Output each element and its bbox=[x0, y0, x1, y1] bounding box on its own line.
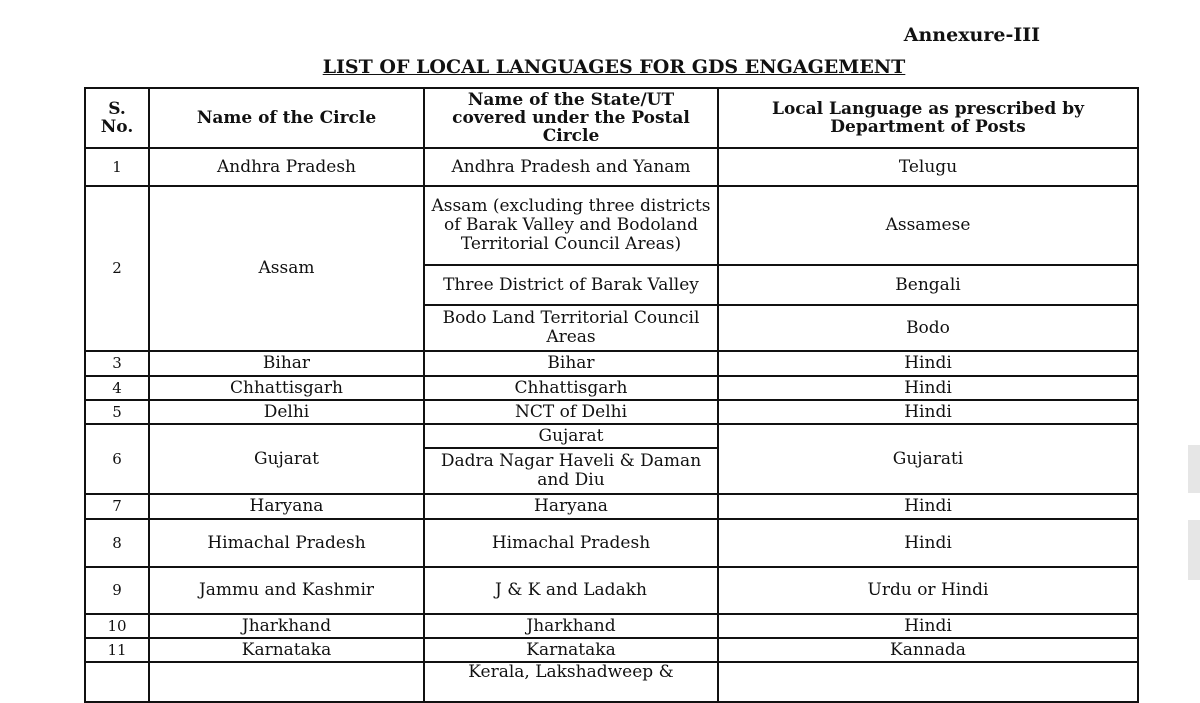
cell-sno: 10 bbox=[85, 614, 149, 638]
page-edge-mark bbox=[1188, 520, 1200, 580]
cell-circle: Jharkhand bbox=[149, 614, 424, 638]
cell-language: Hindi bbox=[718, 614, 1138, 638]
cell-sno: 4 bbox=[85, 376, 149, 400]
cell-language: Kannada bbox=[718, 638, 1138, 662]
cell-circle: Bihar bbox=[149, 351, 424, 376]
cell-state: Haryana bbox=[424, 494, 718, 519]
cell-sno: 5 bbox=[85, 400, 149, 424]
cell-state: Assam (excluding three districts of Barak Valley and Bodoland Territorial Council Areas) bbox=[424, 186, 718, 265]
cell-state: Chhattisgarh bbox=[424, 376, 718, 400]
cell-language: Bengali bbox=[718, 265, 1138, 305]
header-state: Name of the State/UT covered under the Postal Circle bbox=[424, 88, 718, 148]
table-row bbox=[85, 376, 1138, 400]
cell-sno: 8 bbox=[85, 519, 149, 567]
table-row bbox=[85, 494, 1138, 519]
cell-language: Telugu bbox=[718, 148, 1138, 186]
languages-table bbox=[84, 87, 1139, 703]
annexure-label: Annexure-III bbox=[903, 24, 1040, 46]
table-row bbox=[85, 638, 1138, 662]
table-row bbox=[85, 662, 1138, 702]
cell-state: Jharkhand bbox=[424, 614, 718, 638]
cell-circle: Chhattisgarh bbox=[149, 376, 424, 400]
table-row bbox=[85, 351, 1138, 376]
table-header-row bbox=[85, 88, 1138, 148]
cell-language: Hindi bbox=[718, 494, 1138, 519]
cell-circle: Haryana bbox=[149, 494, 424, 519]
cell-circle: Delhi bbox=[149, 400, 424, 424]
cell-sno bbox=[85, 662, 149, 702]
cell-state: Karnataka bbox=[424, 638, 718, 662]
cell-sno: 1 bbox=[85, 148, 149, 186]
cell-state: Andhra Pradesh and Yanam bbox=[424, 148, 718, 186]
cell-language bbox=[718, 662, 1138, 702]
cell-language: Hindi bbox=[718, 400, 1138, 424]
cell-state: Kerala, Lakshadweep & bbox=[424, 662, 718, 702]
cell-circle: Gujarat bbox=[149, 424, 424, 494]
cell-language: Gujarati bbox=[718, 424, 1138, 494]
cell-language: Hindi bbox=[718, 376, 1138, 400]
cell-circle: Andhra Pradesh bbox=[149, 148, 424, 186]
cell-sno: 3 bbox=[85, 351, 149, 376]
header-language: Local Language as prescribed by Department of Posts bbox=[718, 88, 1138, 148]
cell-sno: 9 bbox=[85, 567, 149, 614]
page-edge-mark bbox=[1188, 445, 1200, 493]
table-row bbox=[85, 424, 1138, 448]
cell-circle bbox=[149, 662, 424, 702]
cell-state: Himachal Pradesh bbox=[424, 519, 718, 567]
cell-sno: 6 bbox=[85, 424, 149, 494]
cell-state: Gujarat bbox=[424, 424, 718, 448]
cell-language: Bodo bbox=[718, 305, 1138, 351]
cell-sno: 11 bbox=[85, 638, 149, 662]
cell-language: Hindi bbox=[718, 351, 1138, 376]
cell-language: Hindi bbox=[718, 519, 1138, 567]
table-row bbox=[85, 519, 1138, 567]
header-circle: Name of the Circle bbox=[149, 88, 424, 148]
table-row bbox=[85, 567, 1138, 614]
page-title: LIST OF LOCAL LANGUAGES FOR GDS ENGAGEMENT bbox=[322, 56, 906, 78]
cell-circle: Assam bbox=[149, 186, 424, 351]
cell-state: Bihar bbox=[424, 351, 718, 376]
table-row bbox=[85, 148, 1138, 186]
cell-sno: 2 bbox=[85, 186, 149, 351]
cell-circle: Jammu and Kashmir bbox=[149, 567, 424, 614]
table-row bbox=[85, 400, 1138, 424]
cell-state: Dadra Nagar Haveli & Daman and Diu bbox=[424, 448, 718, 494]
cell-sno: 7 bbox=[85, 494, 149, 519]
cell-state: NCT of Delhi bbox=[424, 400, 718, 424]
cell-state: Bodo Land Territorial Council Areas bbox=[424, 305, 718, 351]
cell-state: Three District of Barak Valley bbox=[424, 265, 718, 305]
cell-state: J & K and Ladakh bbox=[424, 567, 718, 614]
cell-language: Assamese bbox=[718, 186, 1138, 265]
cell-circle: Himachal Pradesh bbox=[149, 519, 424, 567]
header-sno: S. No. bbox=[85, 88, 149, 148]
cell-language: Urdu or Hindi bbox=[718, 567, 1138, 614]
cell-circle: Karnataka bbox=[149, 638, 424, 662]
table-row bbox=[85, 614, 1138, 638]
table-row bbox=[85, 186, 1138, 265]
